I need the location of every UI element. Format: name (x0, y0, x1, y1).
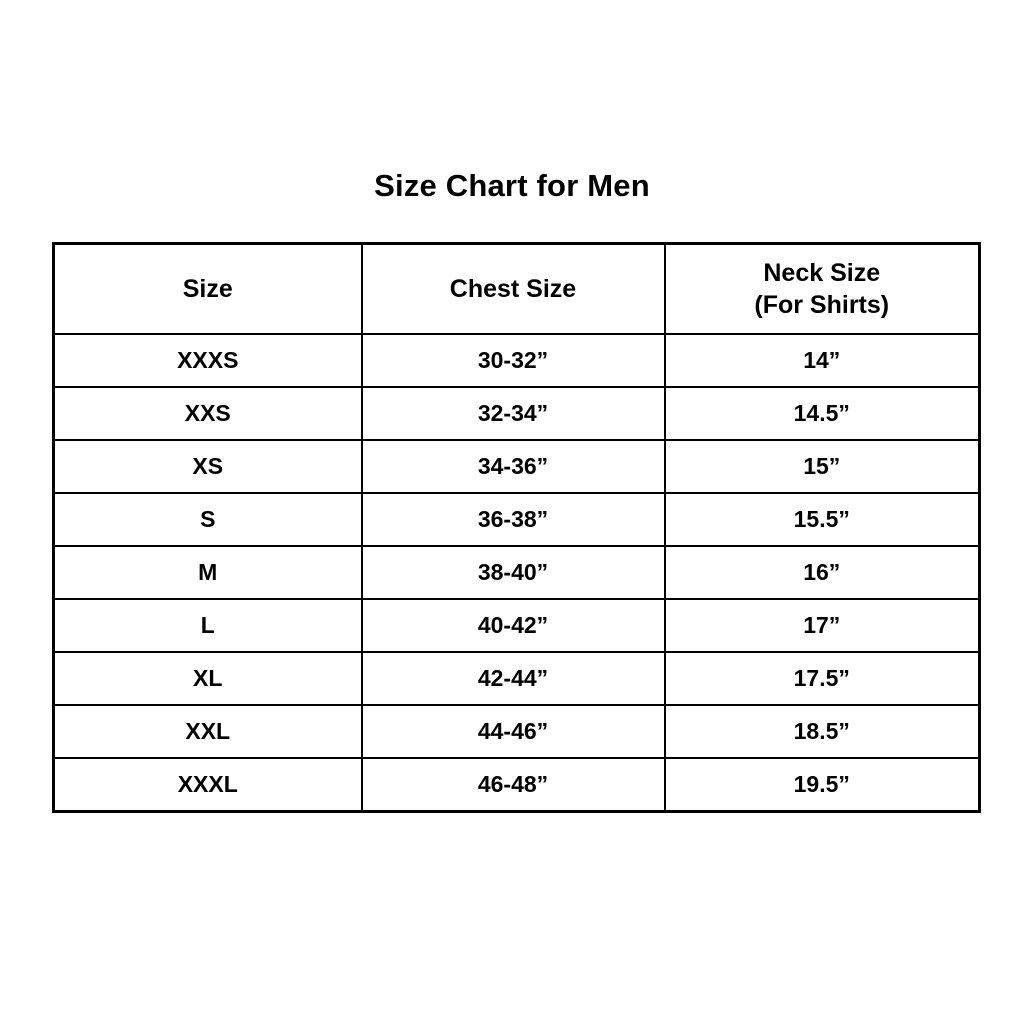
column-header-size (54, 244, 362, 335)
size-cell: XXXS (54, 334, 362, 387)
size-cell: XXS (54, 387, 362, 440)
column-header-neck (665, 244, 980, 335)
neck-cell: 14” (665, 334, 980, 387)
neck-cell: 14.5” (665, 387, 980, 440)
chest-cell: 36-38” (362, 493, 665, 546)
size-cell: M (54, 546, 362, 599)
table-row (54, 758, 980, 812)
table-row (54, 705, 980, 758)
chest-cell: 44-46” (362, 705, 665, 758)
table-body (54, 334, 980, 812)
size-cell: L (54, 599, 362, 652)
chest-cell: 30-32” (362, 334, 665, 387)
table-row (54, 387, 980, 440)
neck-cell: 17.5” (665, 652, 980, 705)
size-cell: S (54, 493, 362, 546)
table-row (54, 546, 980, 599)
column-header-size-label: Size (182, 274, 233, 303)
size-cell: XXL (54, 705, 362, 758)
chest-cell: 42-44” (362, 652, 665, 705)
size-cell: XS (54, 440, 362, 493)
size-cell: XL (54, 652, 362, 705)
chest-cell: 38-40” (362, 546, 665, 599)
neck-cell: 16” (665, 546, 980, 599)
neck-cell: 17” (665, 599, 980, 652)
table-row (54, 599, 980, 652)
chest-cell: 40-42” (362, 599, 665, 652)
size-cell: XXXL (54, 758, 362, 812)
column-header-neck-line2: (For Shirts) (754, 291, 890, 319)
table-row (54, 652, 980, 705)
table-row (54, 334, 980, 387)
chest-cell: 32-34” (362, 387, 665, 440)
table-header (54, 244, 980, 335)
table-row (54, 440, 980, 493)
header-row (54, 244, 980, 335)
column-header-chest-label: Chest Size (449, 274, 577, 303)
chest-cell: 34-36” (362, 440, 665, 493)
neck-cell: 18.5” (665, 705, 980, 758)
page-title: Size Chart for Men (374, 168, 650, 203)
chest-cell: 46-48” (362, 758, 665, 812)
table-row (54, 493, 980, 546)
size-chart-table (52, 242, 981, 813)
column-header-chest (362, 244, 665, 335)
neck-cell: 15.5” (665, 493, 980, 546)
neck-cell: 15” (665, 440, 980, 493)
neck-cell: 19.5” (665, 758, 980, 812)
column-header-neck-line1: Neck Size (763, 258, 881, 287)
